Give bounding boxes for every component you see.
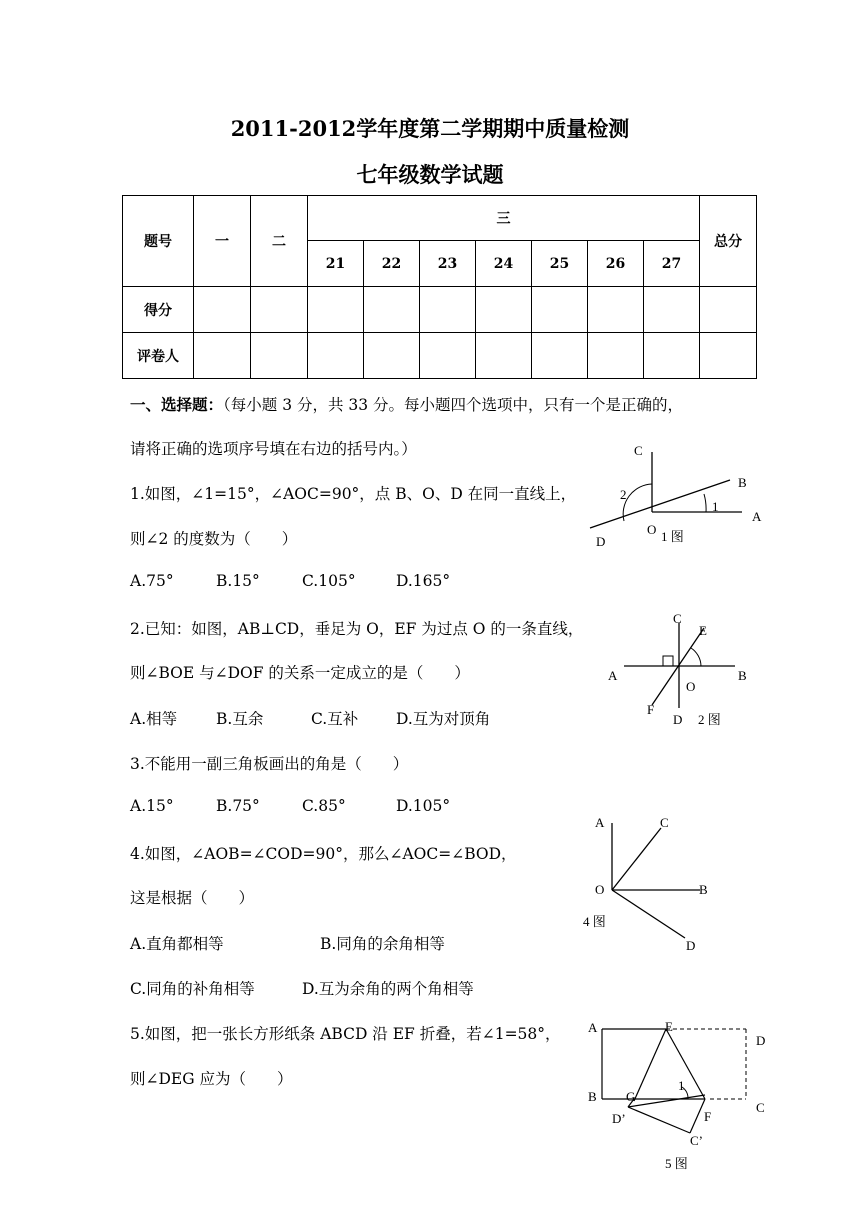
score-cell <box>420 287 476 333</box>
score-table-part2: 二 <box>251 196 308 287</box>
figure-1 <box>580 440 770 550</box>
score-cell <box>364 287 420 333</box>
score-cell <box>644 333 700 379</box>
score-table-row-grader: 评卷人 <box>123 333 194 379</box>
score-table-total: 总分 <box>700 196 757 287</box>
fig2-label-c: C <box>673 611 682 626</box>
fig1-label-d: D <box>596 534 606 549</box>
q2-stem2: 则∠BOE 与∠DOF 的关系一定成立的是（ ） <box>130 664 470 682</box>
fig4-label-o: O <box>595 882 605 897</box>
fig2-label-o: O <box>686 679 696 694</box>
fig5-label-a: A <box>588 1020 598 1035</box>
fig5-label-c: C <box>756 1100 765 1115</box>
score-cell <box>532 333 588 379</box>
score-cell <box>308 333 364 379</box>
q4-option-b: B.同角的余角相等 <box>320 935 445 953</box>
q3-option-d: D.105° <box>396 797 451 815</box>
q1-option-d: D.165° <box>396 572 451 590</box>
q4-option-a: A.直角都相等 <box>130 935 224 953</box>
score-cell <box>532 287 588 333</box>
fig5-label-e: E <box>665 1019 673 1034</box>
fig1-label-o: O <box>647 522 657 537</box>
q2-option-c: C.互补 <box>311 710 359 728</box>
fig4-label-c: C <box>660 815 669 830</box>
score-table-qnum: 23 <box>420 241 476 287</box>
fig2-label-b: B <box>738 668 747 683</box>
q3-stem: 3.不能用一副三角板画出的角是（ ） <box>130 755 409 773</box>
section1-instruction-line2: 请将正确的选项序号填在右边的括号内。） <box>130 440 417 458</box>
fig5-label-d: D <box>756 1033 766 1048</box>
fig2-label-f: F <box>647 702 655 717</box>
q1-stem: 1.如图，∠1=15°，∠AOC=90°，点 B、O、D 在同一直线上， <box>130 485 577 503</box>
score-table <box>122 195 757 379</box>
fig1-caption: 1 图 <box>661 529 684 544</box>
fig1-label-angle1: 1 <box>712 499 719 514</box>
figure-4 <box>575 808 725 958</box>
q2-stem: 2.已知：如图，AB⊥CD，垂足为 O，EF 为过点 O 的一条直线， <box>130 620 584 638</box>
exam-title: 2011-2012学年度第二学期期中质量检测 <box>230 116 630 141</box>
q2-option-a: A.相等 <box>130 710 178 728</box>
score-cell <box>364 333 420 379</box>
figure-5 <box>580 1015 775 1175</box>
q1-stem2: 则∠2 的度数为（ ） <box>130 530 298 548</box>
figure-2 <box>600 608 750 733</box>
q3-option-b: B.75° <box>216 797 260 815</box>
score-table-row-score: 得分 <box>123 287 194 333</box>
q5-stem2: 则∠DEG 应为（ ） <box>130 1070 293 1088</box>
score-cell <box>251 333 308 379</box>
score-cell <box>476 333 532 379</box>
score-table-qnum: 24 <box>476 241 532 287</box>
section1-instruction: （每小题 3 分，共 33 分。每小题四个选项中，只有一个是正确的， <box>223 396 684 414</box>
fig4-caption: 4 图 <box>583 914 606 929</box>
score-table-qnum: 27 <box>644 241 700 287</box>
q4-option-d: D.互为余角的两个角相等 <box>302 980 474 998</box>
score-cell <box>476 287 532 333</box>
fig2-label-d: D <box>673 712 683 727</box>
score-table-part3: 三 <box>308 196 700 241</box>
score-table-part1: 一 <box>194 196 251 287</box>
score-cell <box>308 287 364 333</box>
section1-heading: 一、选择题： <box>130 395 224 414</box>
fig5-label-c-prime: C’ <box>690 1133 703 1148</box>
score-cell <box>588 333 644 379</box>
score-table-qnum: 21 <box>308 241 364 287</box>
q4-option-c: C.同角的补角相等 <box>130 980 255 998</box>
fig4-label-a: A <box>595 815 605 830</box>
q2-option-b: B.互余 <box>216 710 264 728</box>
score-cell <box>420 333 476 379</box>
score-table-qnum: 26 <box>588 241 644 287</box>
fig2-label-e: E <box>699 623 707 638</box>
score-cell <box>194 287 251 333</box>
q1-option-b: B.15° <box>216 572 260 590</box>
fig4-label-b: B <box>699 882 708 897</box>
q4-stem: 4.如图，∠AOB=∠COD=90°，那么∠AOC=∠BOD， <box>130 845 517 863</box>
fig4-label-d: D <box>686 938 696 953</box>
q3-option-a: A.15° <box>130 797 174 815</box>
score-cell <box>644 287 700 333</box>
q5-stem: 5.如图，把一张长方形纸条 ABCD 沿 EF 折叠，若∠1=58°， <box>130 1025 561 1043</box>
score-cell <box>588 287 644 333</box>
fig2-caption: 2 图 <box>698 712 721 727</box>
fig5-label-d-prime: D’ <box>612 1111 626 1126</box>
fig5-label-f: F <box>704 1109 712 1124</box>
fig5-label-g: G <box>626 1089 636 1104</box>
fig1-label-b: B <box>738 475 747 490</box>
q1-option-a: A.75° <box>130 572 174 590</box>
q3-option-c: C.85° <box>302 797 346 815</box>
fig5-label-angle1: 1 <box>678 1078 685 1093</box>
score-table-col-label: 题号 <box>123 196 194 287</box>
fig5-caption: 5 图 <box>665 1156 688 1171</box>
score-cell <box>251 287 308 333</box>
fig1-label-a: A <box>752 509 762 524</box>
score-cell <box>194 333 251 379</box>
score-table-qnum: 25 <box>532 241 588 287</box>
score-cell <box>700 287 757 333</box>
q2-option-d: D.互为对顶角 <box>396 710 491 728</box>
exam-subtitle: 七年级数学试题 <box>356 162 504 187</box>
fig5-label-b: B <box>588 1089 597 1104</box>
score-cell <box>700 333 757 379</box>
score-table-qnum: 22 <box>364 241 420 287</box>
fig1-label-angle2: 2 <box>620 487 627 502</box>
section1-instruction-line1 <box>130 393 683 415</box>
fig1-label-c: C <box>634 443 643 458</box>
q1-option-c: C.105° <box>302 572 356 590</box>
fig2-label-a: A <box>608 668 618 683</box>
q4-stem2: 这是根据（ ） <box>130 889 255 907</box>
